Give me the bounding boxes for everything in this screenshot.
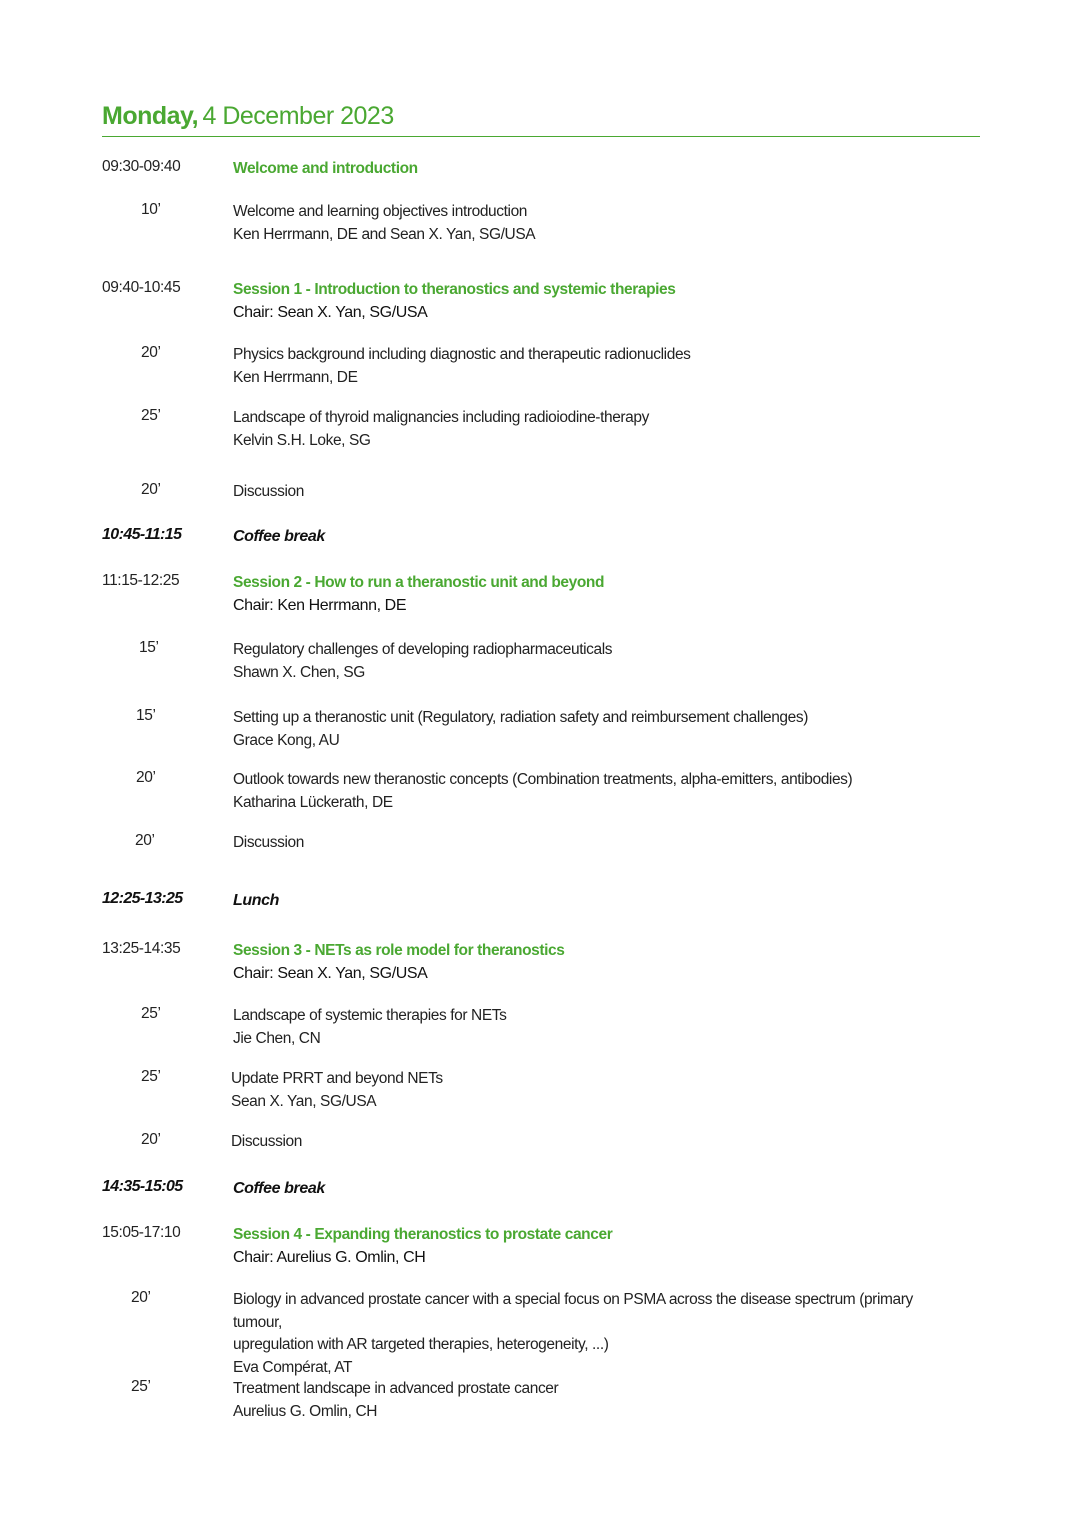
item-speaker: Aurelius G. Omlin, CH <box>233 1402 378 1420</box>
session-chair: Chair: Sean X. Yan, SG/USA <box>233 303 428 321</box>
item-duration: 25’ <box>131 1378 151 1395</box>
item-topic: Landscape of thyroid malignancies including radioiodine-therapy <box>233 409 649 426</box>
block-title: Welcome and introduction <box>233 160 418 177</box>
session-chair: Chair: Sean X. Yan, SG/USA <box>233 964 428 982</box>
item-topic: Outlook towards new theranostic concepts (Combination treatments, alpha-emitters, antibodies) <box>233 771 853 788</box>
session-chair: Chair: Ken Herrmann, DE <box>233 596 407 614</box>
item-duration: 25’ <box>141 1068 161 1085</box>
item-topic: Welcome and learning objectives introduction <box>233 203 528 220</box>
date-label: 4 December 2023 <box>202 102 394 130</box>
item-topic: Update PRRT and beyond NETs <box>231 1070 443 1087</box>
break-label: Coffee break <box>233 528 325 545</box>
block-time: 13:25-14:35 <box>102 940 181 957</box>
page-title <box>102 102 980 137</box>
item-topic-continued: upregulation with AR targeted therapies, heterogeneity, ...) <box>233 1336 609 1353</box>
item-duration: 20’ <box>135 832 155 849</box>
item-topic: Regulatory challenges of developing radiopharmaceuticals <box>233 641 613 658</box>
break-label: Coffee break <box>233 1180 325 1197</box>
break-label: Lunch <box>233 892 279 909</box>
break-time: 10:45-11:15 <box>102 526 182 543</box>
item-speaker: Eva Compérat, AT <box>233 1358 353 1376</box>
item-duration: 20’ <box>141 481 161 498</box>
item-duration: 15’ <box>139 639 159 656</box>
item-topic: Biology in advanced prostate cancer with a special focus on PSMA across the disease spectrum (primary tumour, <box>233 1291 913 1331</box>
item-duration: 20’ <box>131 1289 151 1306</box>
item-topic: Physics background including diagnostic and therapeutic radionuclides <box>233 346 691 363</box>
item-speaker: Sean X. Yan, SG/USA <box>231 1092 377 1110</box>
block-title: Session 4 - Expanding theranostics to prostate cancer <box>233 1226 613 1243</box>
break-time: 14:35-15:05 <box>102 1178 183 1195</box>
item-topic: Discussion <box>231 1133 302 1150</box>
item-topic: Discussion <box>233 483 304 500</box>
day-label: Monday, <box>102 102 199 130</box>
item-duration: 25’ <box>141 407 161 424</box>
item-topic: Treatment landscape in advanced prostate cancer <box>233 1380 559 1397</box>
block-title: Session 2 - How to run a theranostic unit and beyond <box>233 574 605 591</box>
session-chair: Chair: Aurelius G. Omlin, CH <box>233 1248 426 1266</box>
block-time: 09:30-09:40 <box>102 158 181 175</box>
item-speaker: Ken Herrmann, DE <box>233 368 358 386</box>
block-time: 15:05-17:10 <box>102 1224 181 1241</box>
block-title: Session 3 - NETs as role model for theranostics <box>233 942 565 959</box>
item-speaker: Ken Herrmann, DE and Sean X. Yan, SG/USA <box>233 225 536 243</box>
item-speaker: Jie Chen, CN <box>233 1029 321 1047</box>
item-speaker: Kelvin S.H. Loke, SG <box>233 431 371 449</box>
item-duration: 20’ <box>141 344 161 361</box>
block-time: 09:40-10:45 <box>102 279 181 296</box>
block-title: Session 1 - Introduction to theranostics and systemic therapies <box>233 281 676 298</box>
item-duration: 20’ <box>141 1131 161 1148</box>
item-duration: 25’ <box>141 1005 161 1022</box>
item-topic: Discussion <box>233 834 304 851</box>
item-duration: 20’ <box>136 769 156 786</box>
item-duration: 10’ <box>141 201 161 218</box>
item-duration: 15’ <box>136 707 156 724</box>
block-time: 11:15-12:25 <box>102 572 180 589</box>
item-speaker: Shawn X. Chen, SG <box>233 663 365 681</box>
item-topic: Setting up a theranostic unit (Regulatory, radiation safety and reimbursement challenges) <box>233 709 808 726</box>
break-time: 12:25-13:25 <box>102 890 183 907</box>
item-topic: Landscape of systemic therapies for NETs <box>233 1007 507 1024</box>
item-speaker: Katharina Lückerath, DE <box>233 793 393 811</box>
item-speaker: Grace Kong, AU <box>233 731 340 749</box>
